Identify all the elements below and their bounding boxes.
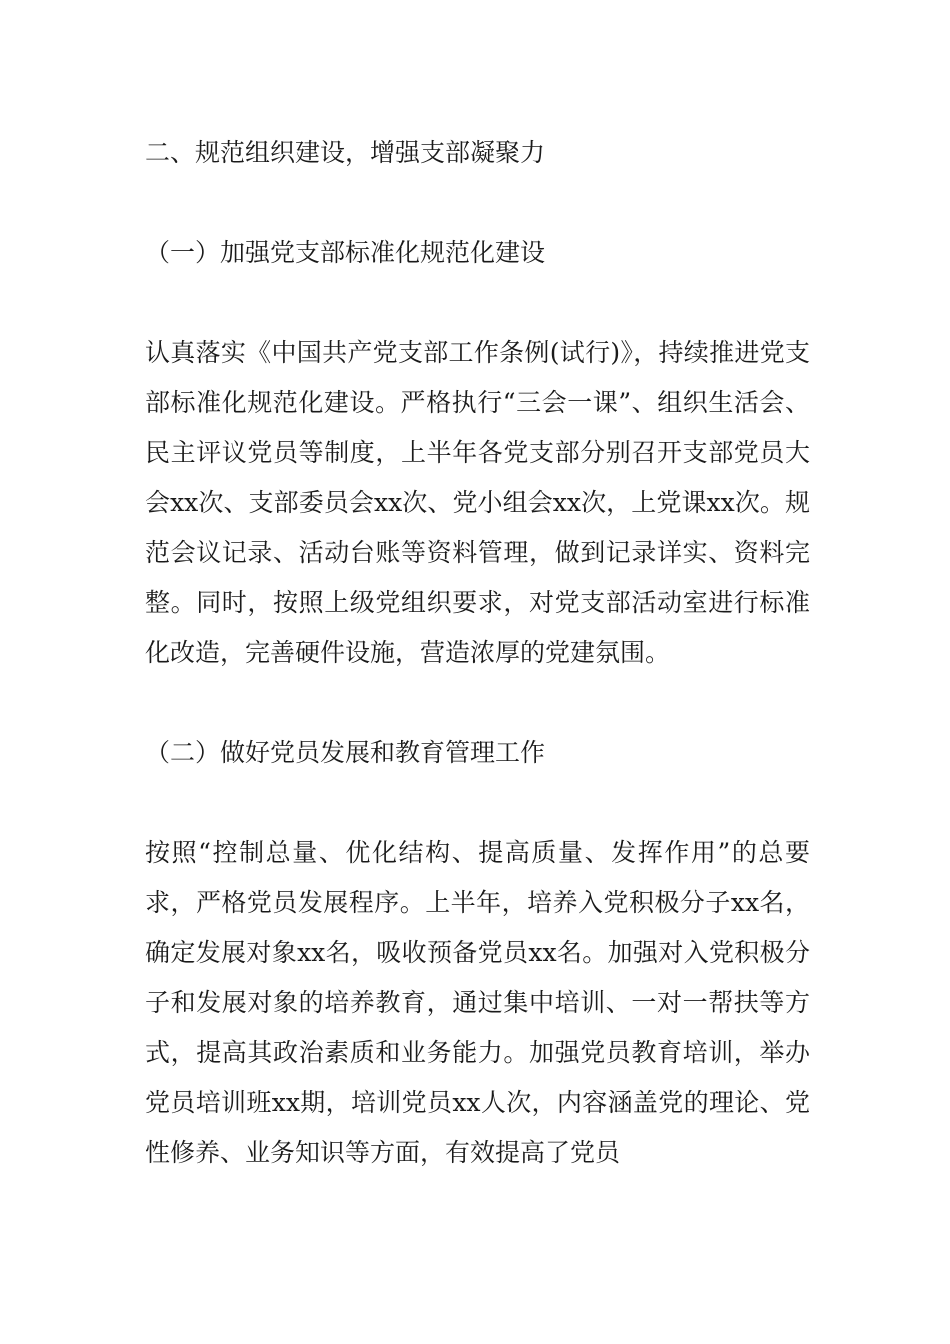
spacer (145, 178, 810, 228)
paragraph-2: 按照“控制总量、优化结构、提高质量、发挥作用”的总要求，严格党员发展程序。上半年，培养入党积极分子xx名，确定发展对象xx名，吸收预备党员xx名。加强对入党积极分子和发展对象的培养教育，通过集中培训、一对一帮扶等方式，提高其政治素质和业务能力。加强党员教育培训，举办党员培训班xx期，培训党员xx人次，内容涵盖党的理论、党性修养、业务知识等方面，有效提高了党员 (145, 838, 810, 1167)
spacer (145, 778, 810, 828)
subsection-heading-1: （一）加强党支部标准化规范化建设 (145, 238, 546, 267)
spacer (145, 678, 810, 728)
paragraph-1: 认真落实《中国共产党支部工作条例(试行)》，持续推进党支部标准化规范化建设。严格执行“三会一课”、组织生活会、民主评议党员等制度，上半年各党支部分别召开支部党员大会xx次、支部委员会xx次、党小组会xx次，上党课xx次。规范会议记录、活动台账等资料管理，做到记录详实、资料完整。同时，按照上级党组织要求，对党支部活动室进行标准化改造，完善硬件设施，营造浓厚的党建氛围。 (145, 338, 810, 667)
spacer (145, 278, 810, 328)
section-heading: 二、规范组织建设，增强支部凝聚力 (145, 138, 546, 167)
subsection-heading-2: （二）做好党员发展和教育管理工作 (145, 738, 546, 767)
document-body (145, 128, 810, 1178)
